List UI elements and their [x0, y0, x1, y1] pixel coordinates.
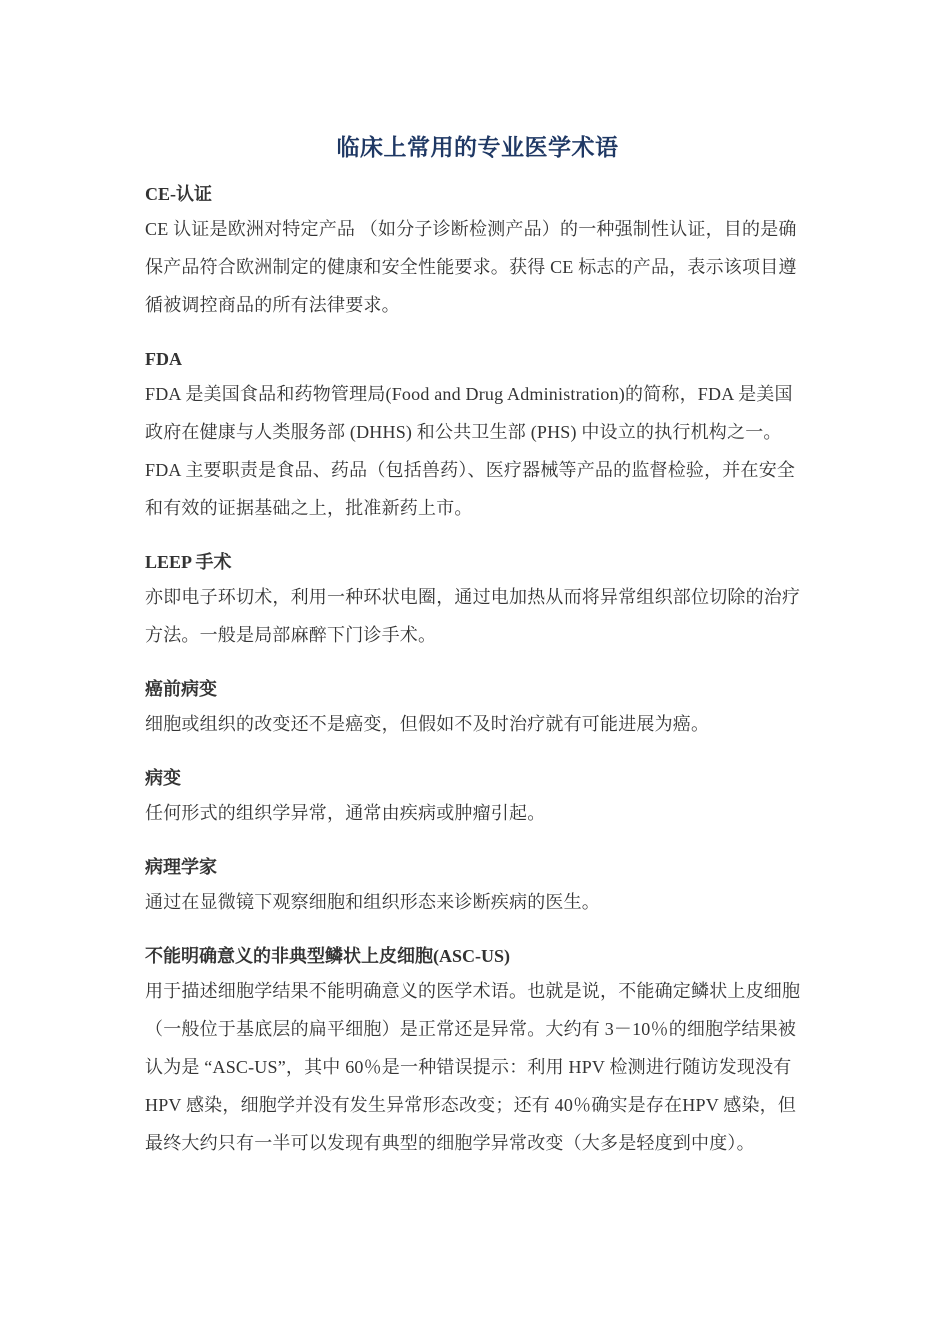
term-lesion: [145, 762, 810, 832]
term-asc-us: [145, 940, 810, 1162]
term-title: LEEP 手术: [145, 552, 232, 572]
document-title: 临床上常用的专业医学术语: [336, 135, 619, 160]
term-definition: 通过在显微镜下观察细胞和组织形态来诊断疾病的医生。: [145, 892, 600, 912]
term-title: 不能明确意义的非典型鳞状上皮细胞(ASC-US): [145, 946, 510, 966]
term-precancerous-lesion: [145, 673, 810, 743]
term-definition: 亦即电子环切术，利用一种环状电圈，通过电加热从而将异常组织部位切除的治疗方法。一般是局部麻醉下门诊手术。: [145, 587, 801, 645]
term-definition: CE 认证是欧洲对特定产品 （如分子诊断检测产品）的一种强制性认证，目的是确保产品符合欧洲制定的健康和安全性能要求。获得 CE 标志的产品，表示该项目遵循被调控商品的所有法律要求。: [145, 219, 797, 315]
term-definition: 任何形式的组织学异常，通常由疾病或肿瘤引起。: [145, 803, 546, 823]
term-title: 癌前病变: [145, 679, 217, 699]
term-definition: 用于描述细胞学结果不能明确意义的医学术语。也就是说，不能确定鳞状上皮细胞（一般位于基底层的扁平细胞）是正常还是异常。大约有 3－10％的细胞学结果被认为是 “ASC-US”，其中 60％是一种错误提示：利用 HPV 检测进行随访发现没有 HPV 感染，细胞学并没有发生异常形态改变；还有 40％确实是存在HPV 感染，但最终大约只有一半可以发现有典型的细胞学异常改变（大多是轻度到中度）。: [145, 981, 801, 1153]
term-ce: [145, 178, 810, 324]
term-title: 病变: [145, 768, 181, 788]
term-fda: [145, 343, 810, 527]
term-title: FDA: [145, 349, 182, 369]
document-page: [145, 130, 810, 1181]
term-leep: [145, 546, 810, 654]
term-pathologist: [145, 851, 810, 921]
term-definition: FDA 是美国食品和药物管理局(Food and Drug Administration)的简称，FDA 是美国政府在健康与人类服务部 (DHHS) 和公共卫生部 (PHS) 中设立的执行机构之一。FDA 主要职责是食品、药品（包括兽药）、医疗器械等产品的监督检验，并在安全和有效的证据基础之上，批准新药上市。: [145, 384, 796, 518]
term-definition: 细胞或组织的改变还不是癌变，但假如不及时治疗就有可能进展为癌。: [145, 714, 710, 734]
term-title: 病理学家: [145, 857, 217, 877]
term-title: CE-认证: [145, 184, 212, 204]
